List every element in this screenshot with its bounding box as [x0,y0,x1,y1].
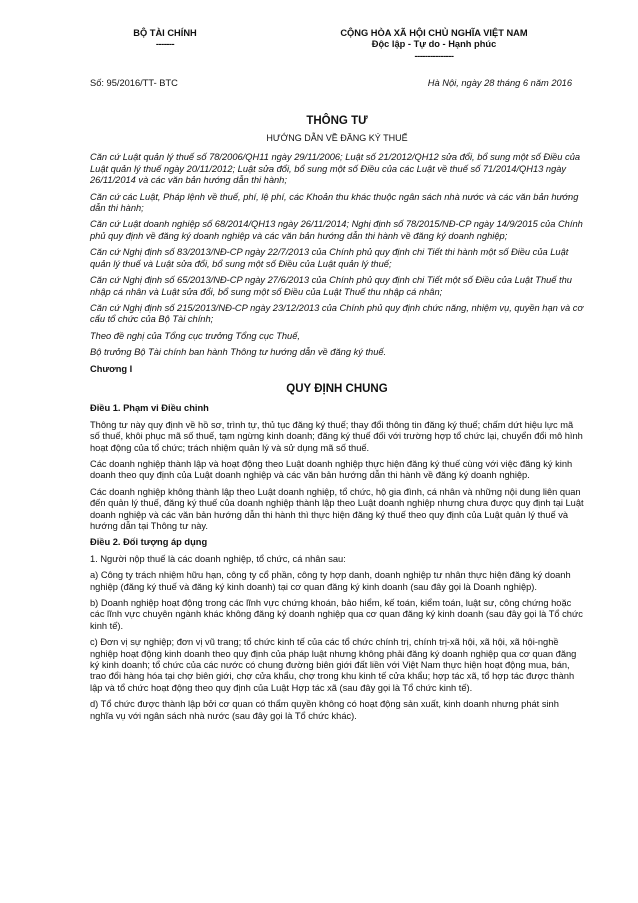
article-2 [90,537,584,722]
motto-divider: --------------- [414,50,454,61]
preamble-paragraph: Bộ trưởng Bộ Tài chính ban hành Thông tư hướng dẫn về đăng ký thuế. [90,347,387,358]
document-subtitle: HƯỚNG DẪN VỀ ĐĂNG KÝ THUẾ [266,133,408,144]
preamble-paragraph: Căn cứ Nghị định số 83/2013/NĐ-CP ngày 22/7/2013 của Chính phủ quy định chi Tiết thi hành một số Điều của Luật quản lý thuế và Luật sửa đổi, bổ sung một số Điều của Luật quản lý thuế; [90,247,569,269]
preamble-paragraph: Theo đề nghị của Tổng cục trưởng Tổng cục Thuế, [90,330,300,341]
document-title: THÔNG TƯ [306,114,368,127]
chapter-title: QUY ĐỊNH CHUNG [286,382,388,395]
article-paragraph: d) Tổ chức được thành lập bởi cơ quan có thẩm quyền không có hoạt động sản xuất, kinh doanh nhưng phát sinh nghĩa vụ với ngân sách nhà nước (sau đây gọi là Tổ chức khác). [90,699,559,721]
issuing-agency: BỘ TÀI CHÍNH [133,28,197,38]
country-name: CỘNG HÒA XÃ HỘI CHỦ NGHĨA VIỆT NAM [340,28,528,38]
article-paragraph: Thông tư này quy định về hồ sơ, trình tự, thủ tục đăng ký thuế; thay đổi thông tin đăng ký thuế; chấm dứt hiệu lực mã số thuế, khôi phục mã số thuế, tạm ngừng kinh doanh; đăng ký thuế đối với trường hợp tổ chức lại, chuyển đổi mô hình hoạt động của tổ chức; trách nhiệm quản lý và sử dụng mã số thuế. [90,419,583,453]
issuing-agency-block [90,28,240,62]
preamble [90,152,584,358]
preamble-paragraph: Căn cứ Luật quản lý thuế số 78/2006/QH11 ngày 29/11/2006; Luật số 21/2012/QH12 sửa đổi, bổ sung một số Điều của Luật quản lý thuế ngày 20/11/2012; Luật sửa đổi, bổ sung một số Điều của các Luật về thuế số 71/2014/QH13 ngày 26/11/2014 và các văn bản hướng dẫn thi hành; [90,152,581,186]
article-1 [90,403,584,532]
place-date: Hà Nội, ngày 28 tháng 6 năm 2016 [427,78,572,89]
document-number: Số: 95/2016/TT- BTC [90,78,178,89]
document-meta [90,78,584,89]
national-title-block [284,28,584,62]
preamble-paragraph: Căn cứ Luật doanh nghiệp số 68/2014/QH13 ngày 26/11/2014; Nghị định số 78/2015/NĐ-CP ngày 14/9/2015 của Chính phủ quy định về đăng ký doanh nghiệp và các văn bản hướng dẫn thi hành về đăng ký doanh nghiệp; [90,219,583,241]
preamble-paragraph: Căn cứ Nghị định số 65/2013/NĐ-CP ngày 27/6/2013 của Chính phủ quy định chi Tiết một số Điều của Luật Thuế thu nhập cá nhân và Luật sửa đổi, bổ sung một số Điều của Luật Thuế thu nhập cá nhân; [90,275,572,297]
article-paragraph: 1. Người nộp thuế là các doanh nghiệp, tổ chức, cá nhân sau: [90,553,346,564]
article-paragraph: c) Đơn vị sự nghiệp; đơn vị vũ trang; tổ chức kinh tế của các tổ chức chính trị, chính trị-xã hội, xã hội, xã hội-nghề nghiệp hoạt động kinh doanh theo quy định của pháp luật nhưng không phải đăng ký doanh nghiệp qua cơ quan đăng ký kinh doanh; tổ chức của các nước có chung đường biên giới đất liền với Việt Nam thực hiện hoạt động mua, bán, trao đổi hàng hóa tại chợ biên giới, chợ cửa khẩu, chợ trong khu kinh tế cửa khẩu; hợp tác xã, tổ hợp tác được thành lập và tổ chức hoạt động theo quy định của Luật Hợp tác xã (sau đây gọi là Tổ chức kinh tế). [90,637,577,693]
national-motto: Độc lập - Tự do - Hạnh phúc [371,39,497,50]
article-heading: Điều 2. Đối tượng áp dụng [90,537,208,548]
preamble-paragraph: Căn cứ các Luật, Pháp lệnh về thuế, phí, lệ phí, các Khoản thu khác thuộc ngân sách nhà nước và các văn bản hướng dẫn thi hành; [90,191,579,214]
preamble-paragraph: Căn cứ Nghị định số 215/2013/NĐ-CP ngày 23/12/2013 của Chính phủ quy định chức năng, nhiệm vụ, quyền hạn và cơ cấu tổ chức của Bộ Tài chính; [90,302,584,325]
article-paragraph: Các doanh nghiệp không thành lập theo Luật doanh nghiệp, tổ chức, hộ gia đình, cá nhân và những nội dung liên quan đến quản lý thuế, đăng ký thuế của doanh nghiệp thành lập theo Luật doanh nghiệp nhưng chưa được quy định tại Luật doanh nghiệp và các văn bản hướng dẫn thi hành thì thực hiện đăng ký thuế theo quy định của Luật quản lý thuế và hướng dẫn tại Thông tư này. [90,486,584,531]
article-paragraph: b) Doanh nghiệp hoạt động trong các lĩnh vực chứng khoán, bảo hiểm, kế toán, kiểm toán, luật sư, công chứng hoặc các lĩnh vực chuyên ngành khác không đăng ký doanh nghiệp qua cơ quan đăng ký kinh doanh (sau đây gọi là Tổ chức kinh tế). [90,598,583,631]
article-paragraph: Các doanh nghiệp thành lập và hoạt động theo Luật doanh nghiệp thực hiện đăng ký thuế cùng với việc đăng ký kinh doanh theo quy định của Luật doanh nghiệp và các văn bản hướng dẫn thi hành về đăng ký doanh nghiệp. [90,458,573,481]
article-paragraph: a) Công ty trách nhiệm hữu hạn, công ty cổ phần, công ty hợp danh, doanh nghiệp tư nhân thực hiện đăng ký doanh nghiệp (đăng ký thuế và đăng ký kinh doanh) tại cơ quan đăng ký kinh doanh (sau đây gọi là Doanh nghiệp). [90,570,571,592]
agency-divider: ------- [155,39,175,50]
document-header [90,28,584,62]
chapter-label: Chương I [90,363,133,374]
article-heading: Điều 1. Phạm vi Điều chỉnh [90,403,209,414]
